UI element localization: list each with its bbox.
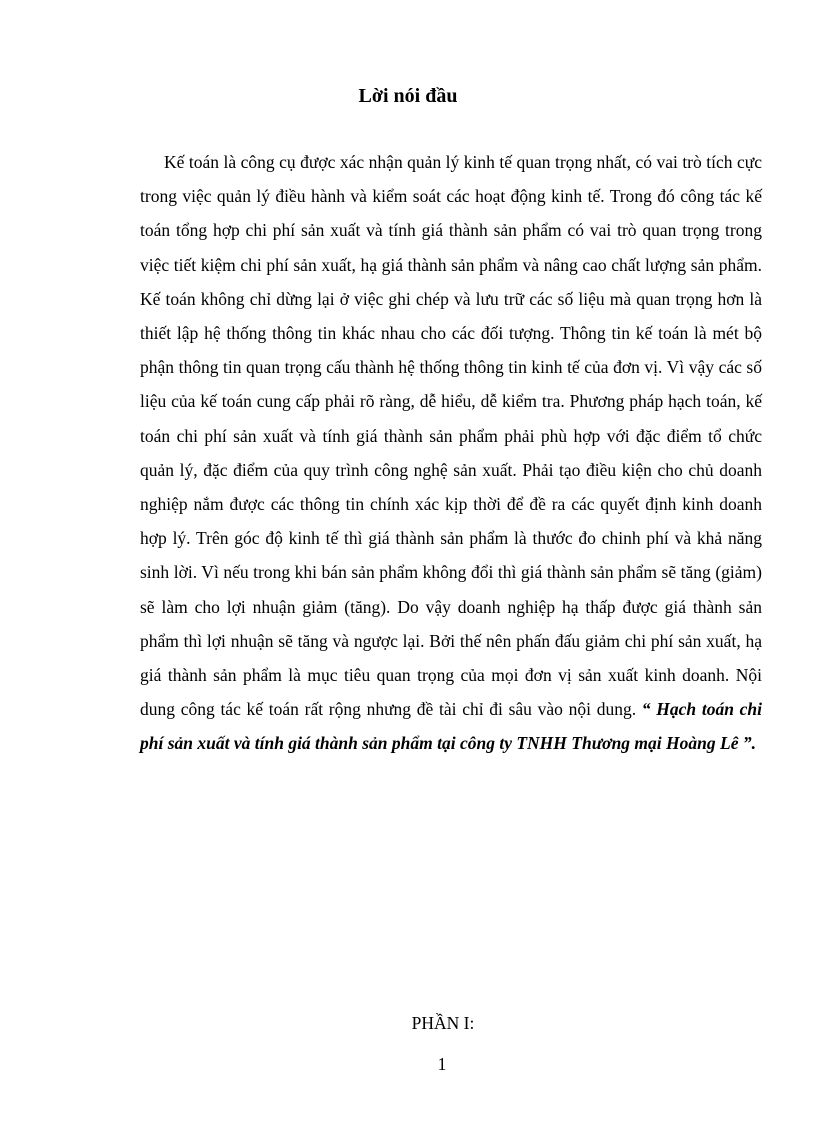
topic-quote: “ Hạch toán chi phí sản xuất và tính giá thành sản phẩm tại công ty TNHH Thương mại Hoàng Lê ” [140,699,762,754]
section-heading: PHẦN I: [411,1013,475,1033]
page-title: Lời nói đầu [358,85,458,107]
intro-paragraph [140,145,762,761]
page-number: 1 [437,1054,447,1074]
closing-punctuation: . [751,733,756,754]
paragraph-body-text: Kế toán là công cụ được xác nhận quản lý kinh tế quan trọng nhất, có vai trò tích cực trong việc quản lý điều hành và kiểm soát các hoạt động kinh tế. Trong đó công tác kế toán tổng hợp chi phí sản xuất và tính giá thành sản phẩm có vai trò quan trọng trong việc tiết kiệm chi phí sản xuất, hạ giá thành sản phẩm và nâng cao chất lượng sản phẩm. Kế toán không chỉ dừng lại ở việc ghi chép và lưu trữ các số liệu mà quan trọng hơn là thiết lập hệ thống thông tin khác nhau cho các đối tượng. Thông tin kế toán là mét bộ phận thông tin quan trọng cấu thành hệ thống thông tin kinh tế của đơn vị. Vì vậy các số liệu của kế toán cung cấp phải rõ ràng, dễ hiểu, dễ kiểm tra. Phương pháp hạch toán, kế toán chi phí sản xuất và tính giá thành sản phẩm phải phù hợp với đặc điểm tổ chức quản lý, đặc điểm của quy trình công nghệ sản xuất. Phải tạo điều kiện cho chủ doanh nghiệp nắm được các thông tin chính xác kịp thời để đề ra các quyết định kinh doanh hợp lý. Trên góc độ kinh tế thì giá thành sản phẩm là thước đo chinh phí và khả năng sinh lời. Vì nếu trong khi bán sản phẩm không đổi thì giá thành sản phẩm sẽ tăng (giảm) sẽ làm cho lợi nhuận giảm (tăng). Do vậy doanh nghiệp hạ thấp được giá thành sản phẩm thì lợi nhuận sẽ tăng và ngược lại. Bởi thế nên phấn đấu giảm chi phí sản xuất, hạ giá thành sản phẩm là mục tiêu quan trọng của mọi đơn vị sản xuất kinh doanh. Nội dung công tác kế toán rất rộng nhưng đề tài chỉ đi sâu vào nội dung. [140,152,762,720]
